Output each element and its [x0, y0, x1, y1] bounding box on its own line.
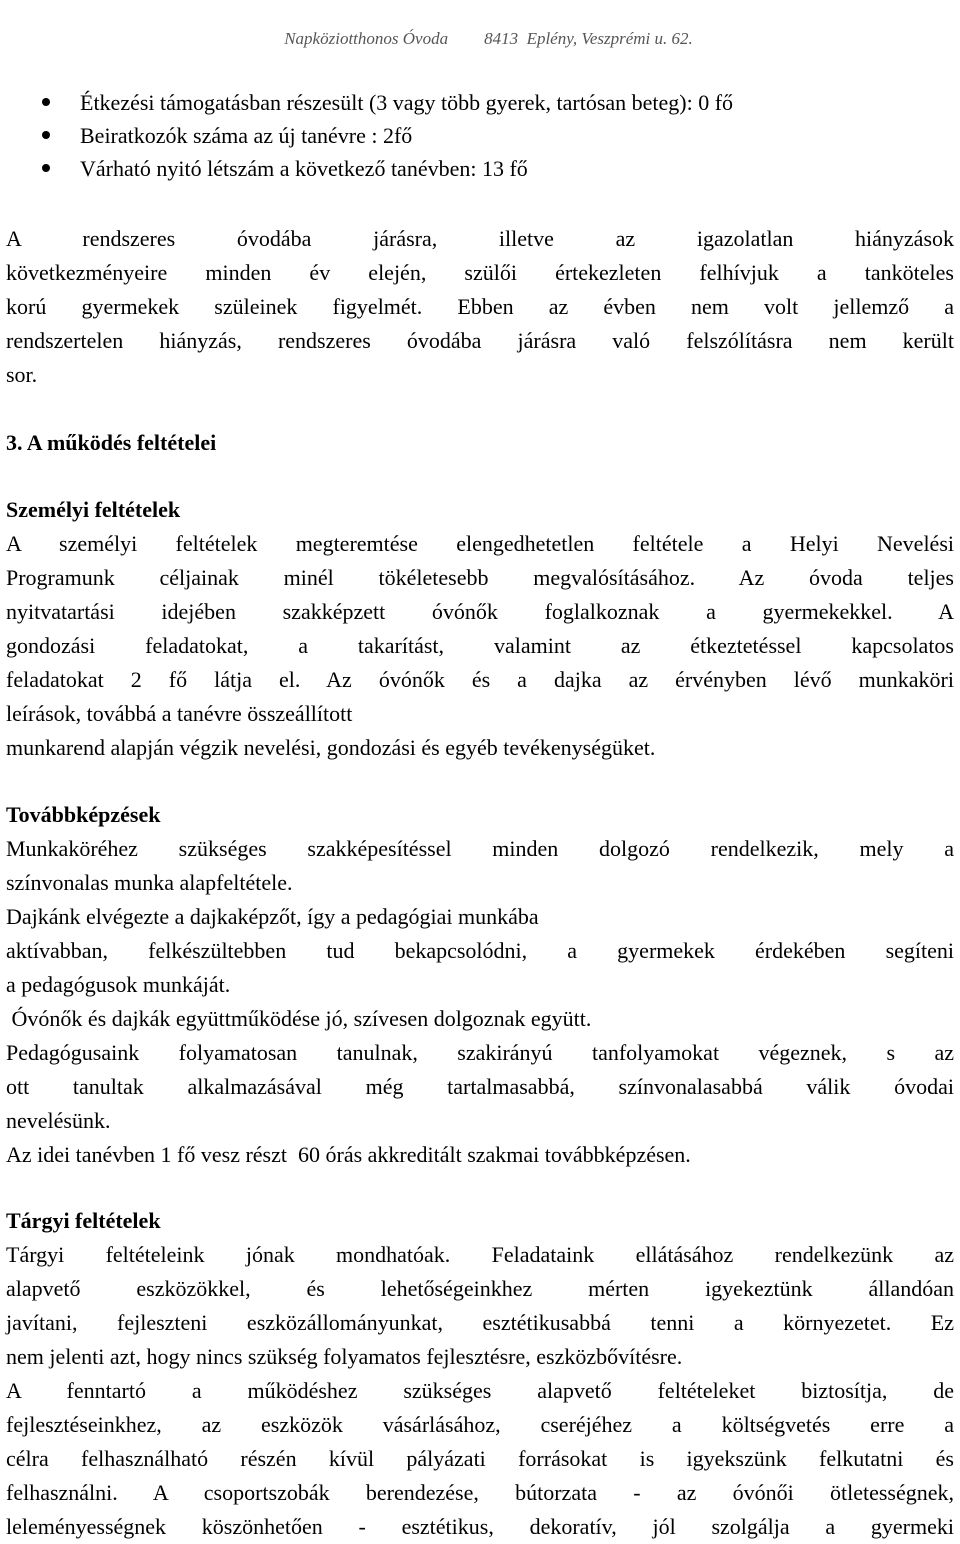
- paragraph-line: Programunk céljainak minél tökéletesebb megvalósításához. Az óvoda teljes: [6, 565, 954, 590]
- paragraph-line: nem jelenti azt, hogy nincs szükség folyamatos fejlesztésre, eszközbővítésre.: [6, 1344, 683, 1369]
- paragraph-line: alapvető eszközökkel, és lehetőségeinkhez mérten igyekeztünk állandóan: [6, 1276, 954, 1301]
- personal-conditions-section: [6, 493, 954, 765]
- paragraph-line: nevelésünk.: [6, 1108, 111, 1133]
- section-heading: Tárgyi feltételek: [6, 1208, 161, 1233]
- paragraph-line: leleményességnek köszönhetően - esztétikus, dekoratív, jól szolgálja a gyermeki: [6, 1514, 954, 1539]
- paragraph-line: Tárgyi feltételeink jónak mondhatóak. Feladataink ellátásához rendelkezünk az: [6, 1242, 954, 1267]
- header-address: 8413 Eplény, Veszprémi u. 62.: [484, 29, 693, 48]
- section-heading: Továbbképzések: [6, 802, 161, 827]
- stats-bullet-list: [40, 86, 733, 185]
- bullet-icon: [42, 164, 50, 172]
- paragraph-line: fejlesztéseinkhez, az eszközök vásárlásához, cseréjéhez a költségvetés erre a: [6, 1412, 954, 1437]
- paragraph-line: sor.: [6, 362, 38, 387]
- paragraph-line: következményeire minden év elején, szülői értekezleten felhívjuk a tanköteles: [6, 260, 954, 285]
- list-item: Várható nyitó létszám a következő tanévben: 13 fő: [40, 152, 733, 185]
- bullet-icon: [42, 98, 50, 106]
- bullet-icon: [42, 131, 50, 139]
- paragraph-line: A fenntartó a működéshez szükséges alapvető feltételeket biztosítja, de: [6, 1378, 954, 1403]
- paragraph-line: nyitvatartási idejében szakképzett óvónők foglalkoznak a gyermekekkel. A: [6, 599, 954, 624]
- material-conditions-section: [6, 1204, 954, 1544]
- section-heading: Személyi feltételek: [6, 497, 181, 522]
- paragraph-line: Pedagógusaink folyamatosan tanulnak, szakirányú tanfolyamokat végeznek, s az: [6, 1040, 954, 1065]
- paragraph-line: feladatokat 2 fő látja el. Az óvónők és a dajka az érvényben lévő munkaköri: [6, 667, 954, 692]
- paragraph-line: Munkaköréhez szükséges szakképesítéssel minden dolgozó rendelkezik, mely a: [6, 836, 954, 861]
- paragraph-line: gondozási feladatokat, a takarítást, valamint az étkeztetéssel kapcsolatos: [6, 633, 954, 658]
- paragraph-line: célra felhasználható részén kívül pályázati forrásokat is igyekszünk felkutatni és: [6, 1446, 954, 1471]
- paragraph-line: leírások, továbbá a tanévre összeállított: [6, 701, 353, 726]
- list-item: Étkezési támogatásban részesült (3 vagy több gyerek, tartósan beteg): 0 fő: [40, 86, 733, 119]
- paragraph-line: ott tanultak alkalmazásával még tartalmasabbá, színvonalasabbá válik óvodai: [6, 1074, 954, 1099]
- attendance-paragraph: [6, 222, 954, 392]
- paragraph-line: javítani, fejleszteni eszközállományunkat, esztétikusabbá tenni a környezetet. Ez: [6, 1310, 954, 1335]
- paragraph-line: rendszertelen hiányzás, rendszeres óvodába járásra való felszólításra nem került: [6, 328, 954, 353]
- paragraph-line: felhasználni. A csoportszobák berendezése, bútorzata - az óvónői ötletességnek,: [6, 1480, 954, 1505]
- paragraph-line: korú gyermekek szüleinek figyelmét. Ebben az évben nem volt jellemző a: [6, 294, 954, 319]
- paragraph-line: Az idei tanévben 1 fő vesz részt 60 órás akkreditált szakmai továbbképzésen.: [6, 1142, 691, 1167]
- paragraph-line: A rendszeres óvodába járásra, illetve az igazolatlan hiányzások: [6, 226, 954, 251]
- header-institution: Napköziotthonos Óvoda: [284, 29, 449, 48]
- training-section: [6, 798, 954, 1172]
- document-page: [6, 0, 954, 1539]
- paragraph-line: aktívabban, felkészültebben tud bekapcsolódni, a gyermekek érdekében segíteni: [6, 938, 954, 963]
- paragraph-line: A személyi feltételek megteremtése elengedhetetlen feltétele a Helyi Nevelési: [6, 531, 954, 556]
- paragraph-line: munkarend alapján végzik nevelési, gondozási és egyéb tevékenységüket.: [6, 735, 656, 760]
- paragraph-line: Óvónők és dajkák együttműködése jó, szívesen dolgoznak együtt.: [6, 1006, 592, 1031]
- section-3-title: 3. A működés feltételei: [6, 430, 217, 455]
- list-item: Beiratkozók száma az új tanévre : 2fő: [40, 119, 733, 152]
- paragraph-line: színvonalas munka alapfeltétele.: [6, 870, 293, 895]
- paragraph-line: Dajkánk elvégezte a dajkaképzőt, így a pedagógiai munkába: [6, 904, 539, 929]
- page-header: [6, 6, 954, 48]
- paragraph-line: a pedagógusok munkáját.: [6, 972, 231, 997]
